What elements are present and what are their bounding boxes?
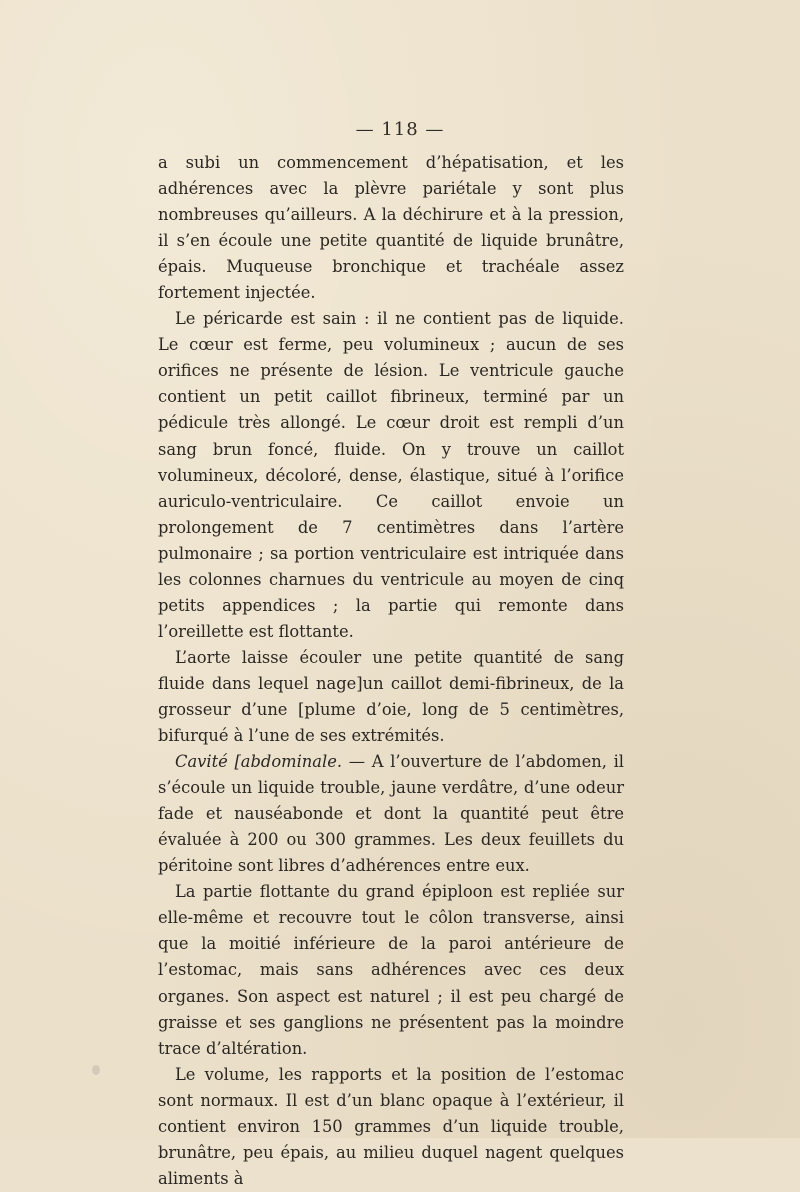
paragraph-6: Le volume, les rapports et la position de l’estomac sont normaux. Il est d’un blanc opaque à l’extérieur, il contient environ 150 grammes d’un liquide trouble, brunâtre, peu épais, au milieu duquel nagent quelques aliments à: [158, 1064, 624, 1188]
paragraph-3: L’aorte laisse écouler une petite quantité de sang fluide dans lequel nage]un caillot demi-fibrineux, de la grosseur d’une [plume d’oie, long de 5 centimètres, bifurqué à l’une de ses extrémités.: [158, 647, 624, 746]
paragraph-4: [158, 749, 624, 879]
page-number: — 118 —: [355, 119, 445, 140]
paragraph-5: La partie flottante du grand épiploon est repliée sur elle-même et recouvre tout le côlon transverse, ainsi que la moitié inférieure de la paroi antérieure de l’estomac, mais sans adhérences avec ces deux organes. Son aspect est naturel ; il est peu chargé de graisse et ses ganglions ne présentent pas la moindre trace d’altération.: [158, 882, 624, 1058]
body-text: [158, 150, 624, 1192]
paragraph-4-text: — A l’ouverture de l’abdomen, il s’écoule un liquide trouble, jaune verdâtre, d’une odeur fade et nauséabonde et dont la quantité peut être évaluée à 200 ou 300 grammes. Les deux feuillets du péritoine sont libres d’adhérences entre eux.: [158, 752, 624, 876]
paper-stain: [92, 1065, 100, 1075]
section-heading-abdominal-cavity: Cavité [abdominale.: [175, 752, 343, 772]
paragraph-2: Le péricarde est sain : il ne contient pas de liquide. Le cœur est ferme, peu volumineux ; aucun de ses orifices ne présente de lésion. Le ventricule gauche contient un petit caillot fibrineux, terminé par un pédicule très allongé. Le cœur droit est rempli d’un sang brun foncé, fluide. On y trouve un caillot volumineux, décoloré, dense, élastique, situé à l’orifice auriculo-ventriculaire. Ce caillot envoie un prolongement de 7 centimètres dans l’artère pulmonaire ; sa portion ventriculaire est intriquée dans les colonnes charnues du ventricule au moyen de cinq petits appendices ; la partie qui remonte dans l’oreillette est flottante.: [158, 309, 624, 641]
paragraph-1: a subi un commencement d’hépatisation, et les adhérences avec la plèvre pariétale y sont plus nombreuses qu’ailleurs. A la déchirure et à la pression, il s’en écoule une petite quantité de liquide brunâtre, épais. Muqueuse bronchique et trachéale assez fortement injectée.: [158, 153, 624, 303]
